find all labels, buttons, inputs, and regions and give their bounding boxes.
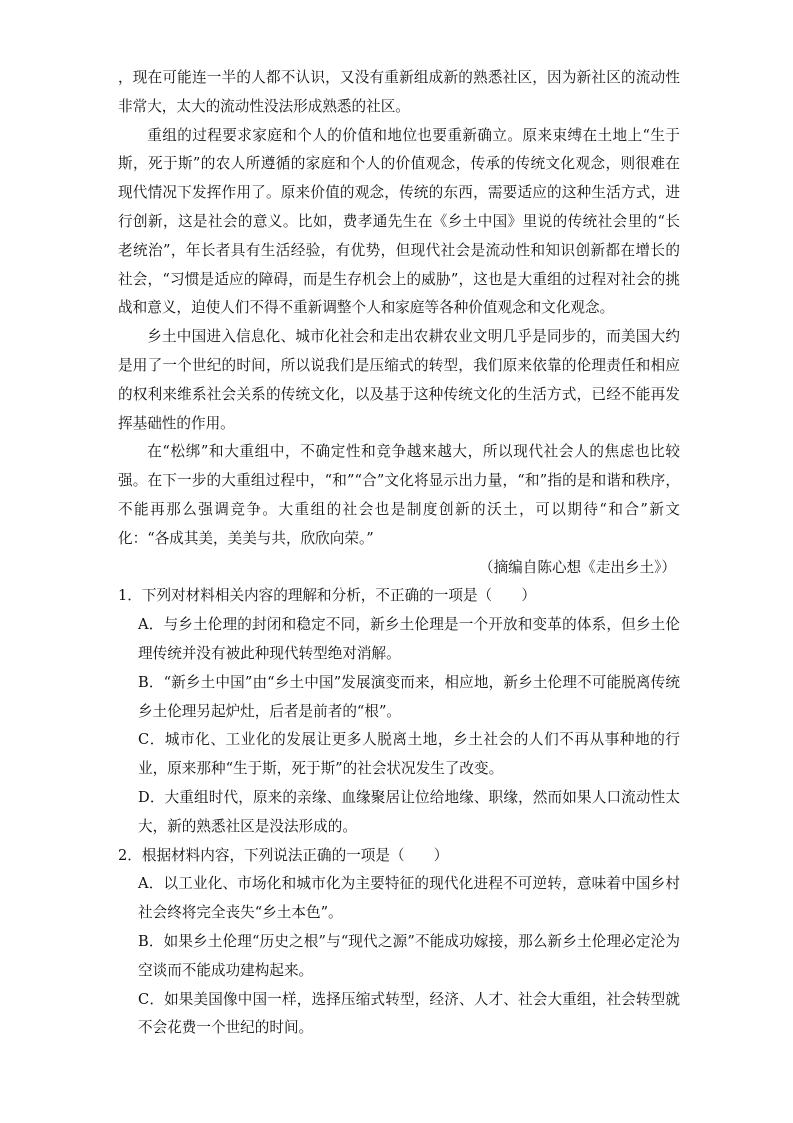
passage-paragraph: 重组的过程要求家庭和个人的价值和地位也要重新确立。原来束缚在土地上“生于斯，死于斯”的农人所遵循的家庭和个人的价值观念，传承的传统文化观念，则很难在现代情况下发挥作用了。原来价值的观念，传统的东西，需要适应的这种生活方式，进行创新，这是社会的意义。比如，费孝通先生在《乡土中国》里说的传统社会里的“长老统治”，年长者具有生活经验，有优势，但现代社会是流动性和知识创新都在增长的社会，“习惯是适应的障碍，而是生存机会上的威胁”，这也是大重组的过程对社会的挑战和意义，迫使人们不得不重新调整个人和家庭等各种价值观念和文化观念。 [118, 126, 680, 317]
document-page [118, 64, 680, 1043]
question-option-b: B．“新乡土中国”由“乡土中国”发展演变而来，相应地，新乡土伦理不可能脱离传统乡土伦理另起炉灶，后者是前者的“根”。 [138, 673, 680, 720]
question-option-c: C．如果美国像中国一样，选择压缩式转型，经济、人才、社会大重组，社会转型就不会花费一个世纪的时间。 [138, 990, 680, 1037]
question-1 [118, 582, 680, 841]
passage-paragraph: 在“松绑”和大重组中，不确定性和竞争越来越大，所以现代社会人的焦虑也比较强。在下一步的大重组过程中，“和”“合”文化将显示出力量，“和”指的是和谐和秩序，不能再那么强调竞争。大重组的社会也是制度创新的沃土，可以期待“和合”新文化：“各成其美，美美与共，欣欣向荣。” [118, 443, 680, 547]
question-option-a: A．以工业化、市场化和城市化为主要特征的现代化进程不可逆转，意味着中国乡村社会终将完全丧失“乡土本色”。 [138, 875, 680, 922]
passage-source: （摘编自陈心想《走出乡土》） [478, 558, 676, 576]
question-stem: 1．下列对材料相关内容的理解和分析，不正确的一项是（ ） [118, 587, 536, 605]
question-2 [118, 842, 680, 1044]
question-option-d: D．大重组时代，原来的亲缘、血缘聚居让位给地缘、职缘，然而如果人口流动性太大，新的熟悉社区是没法形成的。 [138, 788, 680, 835]
passage-paragraph-continued: ，现在可能连一半的人都不认识，又没有重新组成新的熟悉社区，因为新社区的流动性非常大，太大的流动性没法形成熟悉的社区。 [118, 69, 680, 115]
question-option-b: B．如果乡土伦理“历史之根”与“现代之源”不能成功嫁接，那么新乡土伦理必定沦为空谈而不能成功建构起来。 [138, 932, 680, 979]
question-stem: 2．根据材料内容，下列说法正确的一项是（ ） [118, 846, 449, 864]
question-option-a: A．与乡土伦理的封闭和稳定不同，新乡土伦理是一个开放和变革的体系，但乡土伦理传统并没有被此种现代转型绝对消解。 [138, 616, 680, 662]
passage-paragraph: 乡土中国进入信息化、城市化社会和走出农耕农业文明几乎是同步的，而美国大约是用了一个世纪的时间，所以说我们是压缩式的转型，我们原来依靠的伦理责任和相应的权利来维系社会关系的传统文化，以及基于这种传统文化的生活方式，已经不能再发挥基础性的作用。 [118, 328, 680, 432]
question-option-c: C．城市化、工业化的发展让更多人脱离土地，乡土社会的人们不再从事种地的行业，原来那种“生于斯，死于斯”的社会状况发生了改变。 [138, 731, 680, 778]
